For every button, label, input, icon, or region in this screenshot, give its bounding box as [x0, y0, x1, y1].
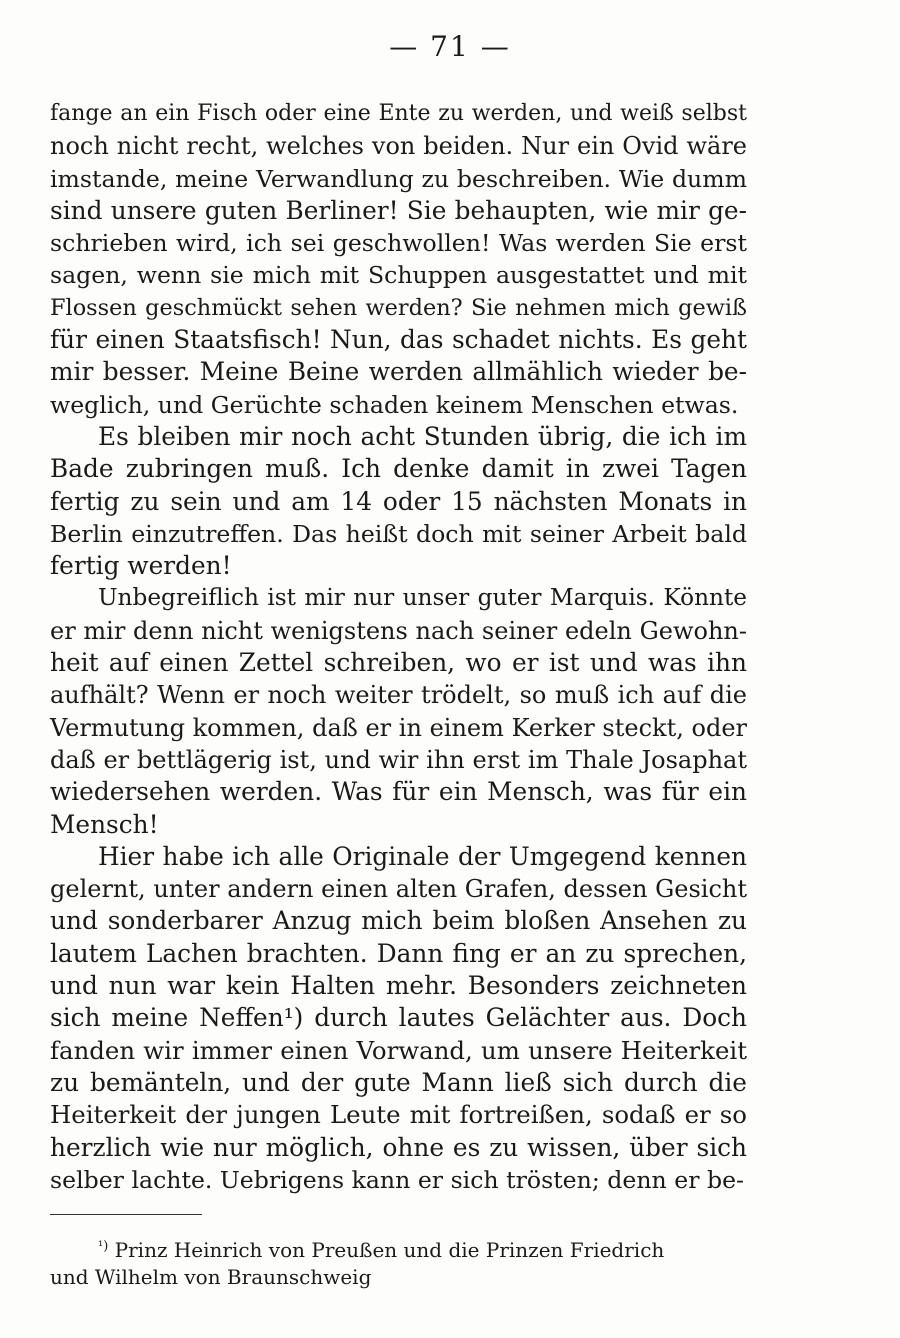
text-line: fanden wir immer einen Vorwand, um unsere Heiterkeit	[50, 1035, 747, 1065]
text-line: fertig werden!	[50, 551, 232, 581]
text-line: imstande, meine Verwandlung zu beschreiben. Wie dumm	[50, 164, 747, 193]
text-line: Flossen geschmückt sehen werden? Sie nehmen mich gewiß	[50, 294, 747, 321]
footnote-text-1: Prinz Heinrich von Preußen und die Prinzen Friedrich	[114, 1238, 665, 1262]
text-line: Mensch!	[50, 809, 159, 839]
text-line: weglich, und Gerüchte schaden keinem Menschen etwas.	[50, 390, 739, 419]
text-line: gelernt, unter andern einen alten Grafen, dessen Gesicht	[50, 875, 747, 904]
text-line: sagen, wenn sie mich mit Schuppen ausgestattet und mit	[50, 261, 747, 290]
text-line: daß er bettlägerig ist, und wir ihn erst im Thale Josaphat	[50, 745, 747, 774]
text-line: Bade zubringen muß. Ich denke damit in zwei Tagen	[50, 454, 747, 484]
paragraph	[50, 841, 747, 1196]
text-line: mir besser. Meine Beine werden allmählich wieder be-	[50, 357, 747, 387]
footnote-marker: ¹)	[98, 1239, 109, 1254]
text-line: Unbegreiflich ist mir nur unser guter Marquis. Könnte	[98, 584, 747, 612]
text-line: aufhält? Wenn er noch weiter trödelt, so muß ich auf die	[50, 681, 747, 710]
text-line: heit auf einen Zettel schreiben, wo er ist und was ihn	[50, 648, 747, 678]
text-line: fange an ein Fisch oder eine Ente zu werden, und weiß selbst	[50, 101, 747, 126]
text-line: schrieben wird, ich sei geschwollen! Was werden Sie erst	[50, 229, 747, 258]
paragraph	[50, 582, 747, 840]
text-line: er mir denn nicht wenigstens nach seiner edeln Gewohn-	[50, 616, 747, 645]
text-line: sind unsere guten Berliner! Sie behaupten, wie mir ge-	[50, 195, 747, 225]
text-line: Es bleiben mir noch acht Stunden übrig, die ich im	[98, 421, 747, 451]
body-text	[50, 98, 747, 1196]
text-line: selber lachte. Uebrigens kann er sich trösten; denn er be-	[50, 1165, 745, 1194]
text-line: noch nicht recht, welches von beiden. Nur ein Ovid wäre	[50, 132, 747, 161]
text-line: und nun war kein Halten mehr. Besonders zeichneten	[50, 971, 747, 1001]
text-line: wiedersehen werden. Was für ein Mensch, was für ein	[50, 777, 747, 807]
page-number: — 71 —	[389, 30, 511, 63]
text-line: zu bemänteln, und der gute Mann ließ sich durch die	[50, 1067, 747, 1097]
text-line: Hier habe ich alle Originale der Umgegend kennen	[98, 841, 747, 871]
footnote-line-2: und Wilhelm von Braunschweig	[50, 1265, 372, 1289]
text-line: für einen Staatsfisch! Nun, das schadet nichts. Es geht	[50, 325, 747, 355]
text-line: lautem Lachen brachten. Dann fing er an zu sprechen,	[50, 938, 747, 968]
text-line: Heiterkeit der jungen Leute mit fortreißen, sodaß er so	[50, 1100, 747, 1130]
text-line: und sonderbarer Anzug mich beim bloßen Ansehen zu	[50, 906, 747, 936]
paragraph	[50, 98, 747, 421]
footnote-line-1	[50, 1232, 747, 1262]
text-line: sich meine Neffen¹) durch lautes Gelächter aus. Doch	[50, 1003, 747, 1033]
text-line: Berlin einzutreffen. Das heißt doch mit seiner Arbeit bald	[50, 519, 747, 548]
footnote-rule	[50, 1214, 202, 1215]
text-line: fertig zu sein und am 14 oder 15 nächsten Monats in	[50, 486, 747, 516]
paragraph	[50, 421, 747, 582]
footnote	[50, 1232, 747, 1292]
text-line: herzlich wie nur möglich, ohne es zu wissen, über sich	[50, 1132, 747, 1162]
text-line: Vermutung kommen, daß er in einem Kerker steckt, oder	[50, 713, 747, 742]
